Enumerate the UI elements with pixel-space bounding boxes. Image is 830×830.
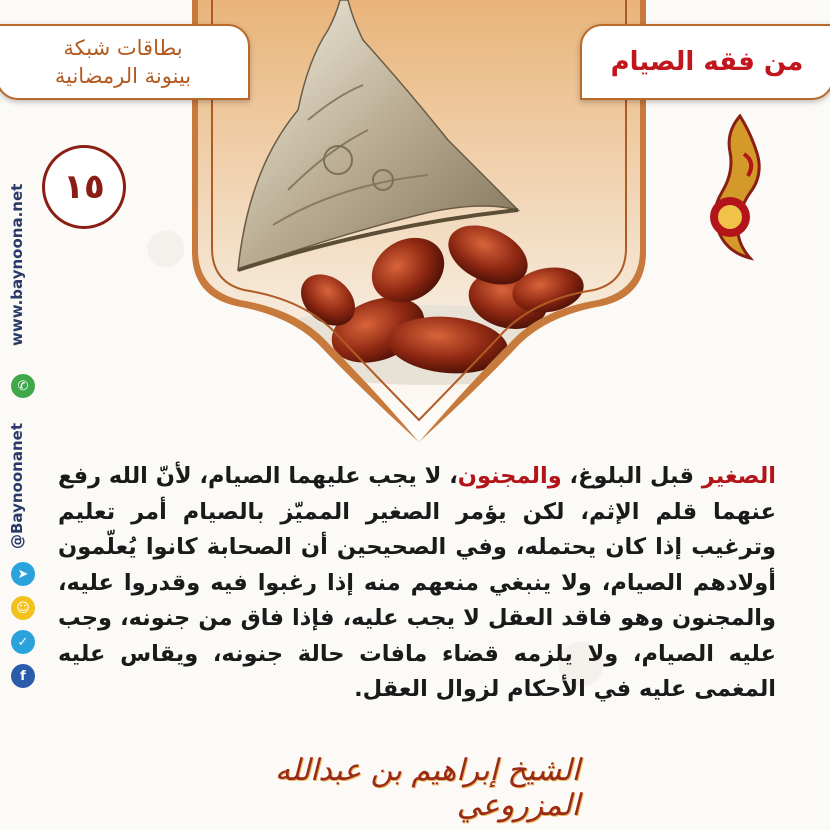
snapchat-icon[interactable]: ☺ (11, 596, 35, 620)
body-segment-2: ، لا يجب عليهما الصيام، لأنّ الله رفع عنهما قلم الإثم، لكن يؤمر الصغير المميّز بالصيام أمر تعليم وترغيب إذا كان يحتمله، وفي الصحيحين أن الصحابة كانوا يُعلّمون أولادهم الصيام، ولا ينبغي منعهم منه إذا رغبوا فيه وقدروا عليه، والمجنون وهو فاقد العقل لا يجب عليه، فإذا فاق من جنونه، وجب عليه الصيام، ولا يلزمه قضاء مافات حالة جنونه، ويقاس عليه المغمى عليه في الأحكام لزوال العقل. (58, 463, 776, 702)
network-label (0, 24, 250, 100)
series-title: من فقه الصيام (610, 47, 804, 77)
term-young: الصغير (701, 463, 776, 489)
website-url[interactable]: www.baynoona.net (8, 183, 26, 347)
card-number-badge: ١٥ (42, 145, 126, 229)
body-segment-1: قبل البلوغ، (561, 463, 702, 489)
series-title-box (580, 24, 830, 100)
network-label-line1: بطاقات شبكة (63, 36, 183, 60)
baynoona-logo-icon (700, 112, 770, 262)
social-handle[interactable]: @Baynoonanet (8, 423, 26, 549)
telegram-icon[interactable]: ➤ (11, 562, 35, 586)
twitter-icon[interactable]: ✓ (11, 630, 35, 654)
whatsapp-icon[interactable]: ✆ (11, 374, 35, 398)
facebook-icon[interactable]: f (11, 664, 35, 688)
network-label-line2: بينونة الرمضانية (54, 64, 192, 88)
author-signature: الشيخ إبراهيم بن عبدالله المزروعي (274, 753, 580, 823)
body-text (58, 459, 776, 759)
term-insane: والمجنون (457, 463, 562, 489)
